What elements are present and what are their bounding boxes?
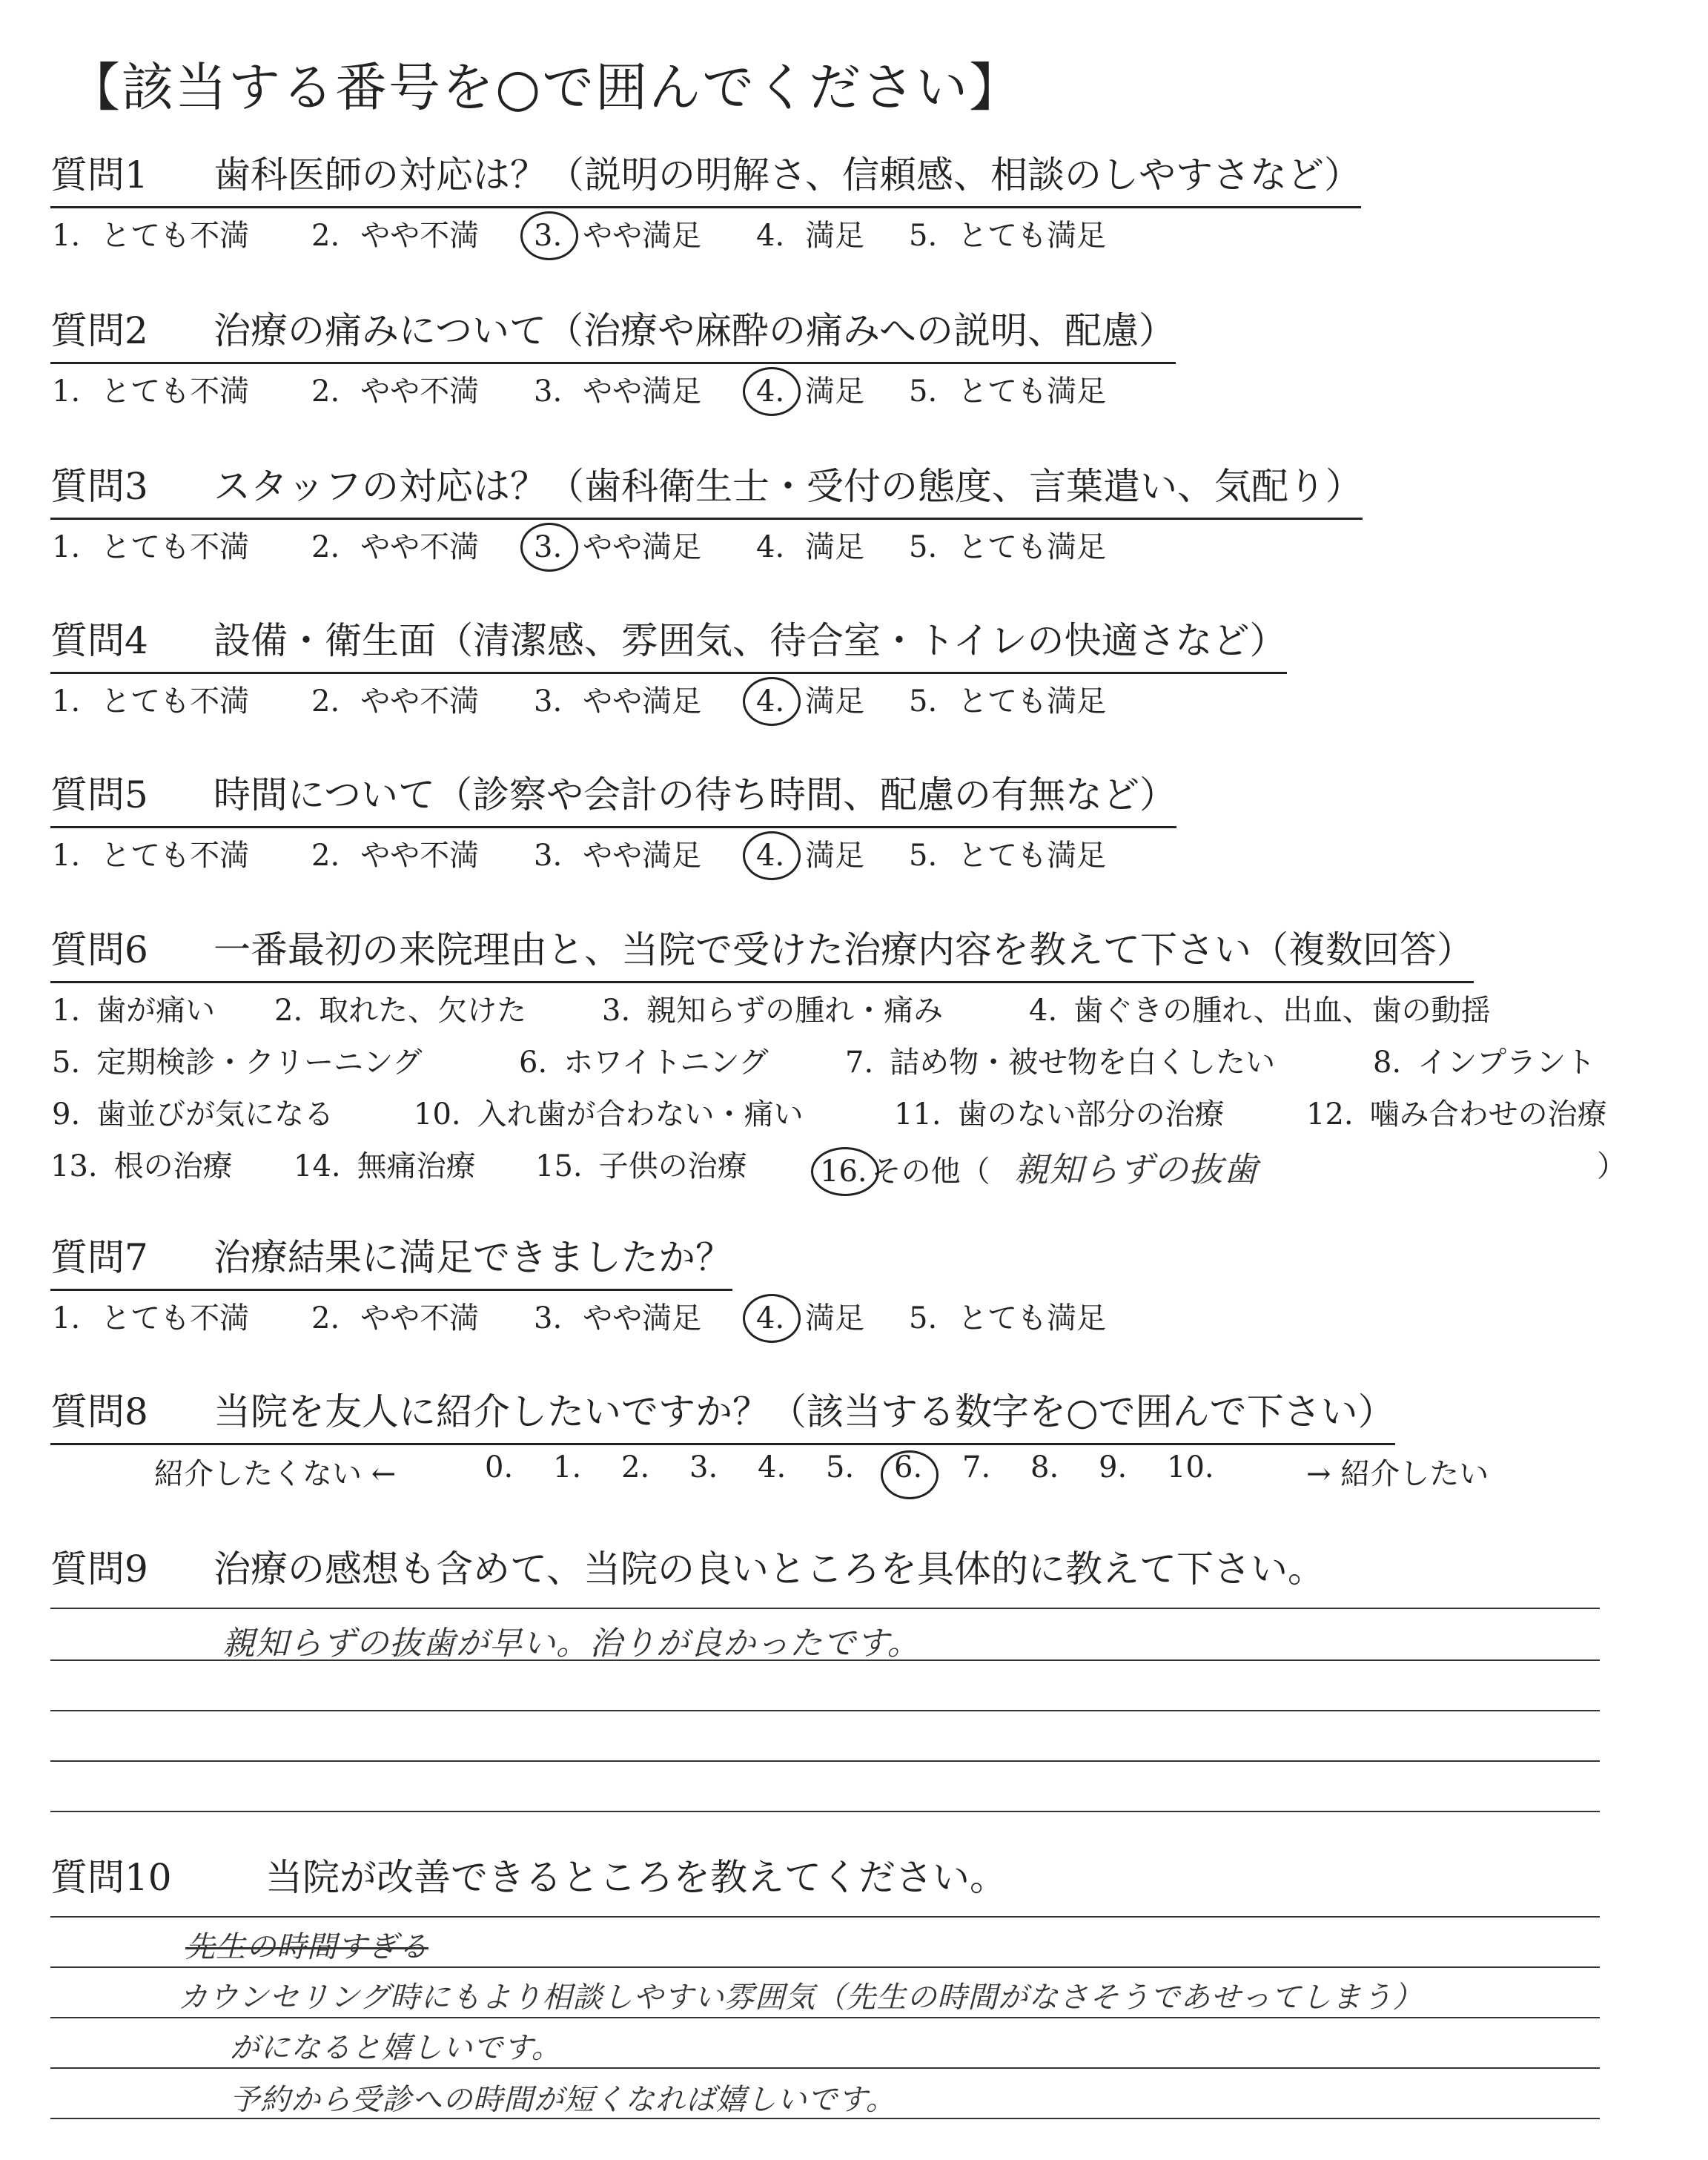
q6-item-5[interactable]: 5. 定期検診・クリーニング: [52, 1046, 423, 1080]
q6-item-10[interactable]: 10. 入れ歯が合わない・痛い: [414, 1097, 804, 1132]
selection-circle: [743, 367, 801, 416]
q4-option-5[interactable]: 5. とても満足: [909, 684, 1107, 719]
q10-answer-line-2: [50, 1966, 1600, 1968]
selection-circle: [520, 211, 578, 260]
q8-option-10[interactable]: 10.: [1167, 1450, 1214, 1484]
q3-option-1[interactable]: 1. とても不満: [52, 530, 250, 564]
q10-struck-text: 先生の時間すぎる: [185, 1930, 428, 1964]
q8-option-3[interactable]: 3.: [689, 1450, 718, 1484]
q8-option-9[interactable]: 9.: [1099, 1450, 1128, 1484]
question-1: [50, 148, 1361, 253]
q4-option-3[interactable]: 3. やや満足: [534, 684, 702, 719]
q3-option-5[interactable]: 5. とても満足: [909, 530, 1107, 564]
q6-item-2[interactable]: 2. 取れた、欠けた: [274, 994, 527, 1028]
selection-circle: [743, 831, 801, 880]
question-2: [50, 304, 1176, 409]
question-10-title: 質問10 当院が改善できるところを教えてください。: [50, 1856, 1007, 1899]
question-9: [50, 1542, 1325, 1596]
q8-option-5[interactable]: 5.: [826, 1450, 855, 1484]
q1-option-2[interactable]: 2. やや不満: [311, 219, 480, 253]
question-6-title: 質問6 一番最初の来院理由と、当院で受けた治療内容を教えて下さい（複数回答）: [50, 923, 1474, 983]
q4-option-2[interactable]: 2. やや不満: [311, 684, 480, 719]
question-5: [50, 768, 1176, 873]
q6-item-1[interactable]: 1. 歯が痛い: [52, 994, 216, 1028]
q6-item-8[interactable]: 8. インプラント: [1373, 1046, 1596, 1080]
q5-option-3[interactable]: 3. やや満足: [534, 839, 702, 873]
question-1-text: 歯科医師の対応は？（説明の明解さ、信頼感、相談のしやすさなど）: [214, 153, 1361, 196]
q6-item-7[interactable]: 7. 詰め物・被せ物を白くしたい: [845, 1046, 1276, 1080]
q4-option-4-selected[interactable]: 4. 満足: [756, 678, 864, 720]
q2-option-4-selected[interactable]: 4. 満足: [756, 368, 864, 410]
q8-right-label: → 紹介したい: [1306, 1457, 1489, 1491]
question-1-number: 質問1: [50, 153, 148, 196]
question-3: [50, 460, 1363, 564]
q5-option-1[interactable]: 1. とても不満: [52, 839, 250, 873]
q8-option-2[interactable]: 2.: [621, 1450, 650, 1484]
q1-option-1[interactable]: 1. とても不満: [52, 219, 250, 253]
q8-option-8[interactable]: 8.: [1030, 1450, 1059, 1484]
q10-handwritten-line-2[interactable]: がになると嬉しいです。: [230, 2031, 562, 2065]
question-4: [50, 614, 1287, 719]
q9-handwritten-answer[interactable]: 親知らずの抜歯が早い。治りが良かったです。: [222, 1625, 921, 1662]
q8-option-4[interactable]: 4.: [758, 1450, 787, 1484]
q9-answer-line-5: [50, 1811, 1600, 1812]
q10-handwritten-line-1[interactable]: カウンセリング時にもより相談しやすい雰囲気（先生の時間がなさそうであせってしまう）: [178, 1981, 1423, 2015]
q7-option-2[interactable]: 2. やや不満: [311, 1301, 480, 1335]
selection-circle: [811, 1147, 879, 1196]
q9-answer-line-4: [50, 1760, 1600, 1762]
q5-option-5[interactable]: 5. とても満足: [909, 839, 1107, 873]
q6-item-6[interactable]: 6. ホワイトニング: [519, 1046, 769, 1080]
q5-option-2[interactable]: 2. やや不満: [311, 839, 480, 873]
selection-circle: [520, 523, 578, 572]
q9-answer-line-1: [50, 1608, 1600, 1609]
q1-option-4[interactable]: 4. 満足: [756, 219, 865, 253]
q4-option-1[interactable]: 1. とても不満: [52, 684, 250, 719]
q6-item-3[interactable]: 3. 親知らずの腫れ・痛み: [602, 994, 944, 1028]
selection-circle: [743, 1294, 801, 1343]
q2-option-2[interactable]: 2. やや不満: [311, 374, 480, 409]
q1-option-3-selected[interactable]: 3. やや満足: [534, 212, 701, 254]
question-10: [50, 1851, 1007, 1904]
q9-answer-line-3: [50, 1710, 1600, 1711]
selection-circle: [743, 677, 801, 726]
q10-answer-line-4: [50, 2067, 1600, 2069]
q2-option-1[interactable]: 1. とても不満: [52, 374, 250, 409]
question-8-title: 質問8 当院を友人に紹介したいですか？（該当する数字を○で囲んで下さい）: [50, 1385, 1395, 1445]
q1-option-5[interactable]: 5. とても満足: [909, 219, 1107, 253]
q8-option-0[interactable]: 0.: [485, 1450, 514, 1484]
q10-answer-line-5: [50, 2118, 1600, 2119]
q10-handwritten-line-3[interactable]: 予約から受診への時間が短くなれば嬉しいです。: [230, 2083, 896, 2117]
q8-option-7[interactable]: 7.: [962, 1450, 991, 1484]
q2-option-3[interactable]: 3. やや満足: [534, 374, 702, 409]
q8-left-label: 紹介したくない ←: [154, 1457, 397, 1491]
q9-answer-line-2: [50, 1659, 1600, 1661]
q6-item-13[interactable]: 13. 根の治療: [50, 1149, 233, 1183]
q7-option-1[interactable]: 1. とても不満: [52, 1301, 250, 1335]
question-8: 質問8 当院を友人に紹介したいですか？（該当する数字を○で囲んで下さい） 紹介したくない ← 0. 1. 2. 3. 4. 5. 6. 7. 8. 9. 10. → 紹介したい: [50, 1385, 1395, 1445]
q6-item-12[interactable]: 12. 噛み合わせの治療: [1306, 1097, 1607, 1132]
q3-option-4[interactable]: 4. 満足: [756, 530, 865, 564]
q2-option-5[interactable]: 5. とても満足: [909, 374, 1107, 409]
q6-other-handwritten: 親知らずの抜歯: [1014, 1149, 1259, 1189]
q7-option-5[interactable]: 5. とても満足: [909, 1301, 1107, 1335]
q8-option-1[interactable]: 1.: [553, 1450, 582, 1484]
question-7: [50, 1231, 1107, 1335]
question-4-title: 質問4 設備・衛生面（清潔感、雰囲気、待合室・トイレの快適さなど）: [50, 614, 1287, 674]
question-3-title: 質問3 スタッフの対応は？（歯科衛生士・受付の態度、言葉遣い、気配り）: [50, 460, 1363, 520]
q6-item-4[interactable]: 4. 歯ぐきの腫れ、出血、歯の動揺: [1029, 994, 1491, 1028]
q10-answer-line-1: [50, 1916, 1600, 1918]
q10-answer-line-3: [50, 2017, 1600, 2018]
q7-option-3[interactable]: 3. やや満足: [534, 1301, 702, 1335]
question-7-title: 質問7 治療結果に満足できましたか？: [50, 1231, 732, 1291]
q3-option-3-selected[interactable]: 3. やや満足: [534, 524, 701, 566]
question-2-title: 質問2 治療の痛みについて（治療や麻酔の痛みへの説明、配慮）: [50, 304, 1176, 364]
q7-option-4-selected[interactable]: 4. 満足: [756, 1295, 864, 1337]
q6-other-close-paren: ）: [1597, 1149, 1626, 1183]
page-header: 【該当する番号を○で囲んでください】: [68, 57, 1023, 118]
question-1-title: [50, 148, 1361, 208]
q6-item-9[interactable]: 9. 歯並びが気になる: [52, 1097, 334, 1132]
question-5-title: 質問5 時間について（診察や会計の待ち時間、配慮の有無など）: [50, 768, 1176, 828]
q6-item-11[interactable]: 11. 歯のない部分の治療: [894, 1097, 1225, 1132]
q3-option-2[interactable]: 2. やや不満: [311, 530, 480, 564]
q5-option-4-selected[interactable]: 4. 満足: [756, 832, 864, 874]
question-6: [50, 923, 1626, 1189]
q6-item-14[interactable]: 14. 無痛治療: [294, 1149, 476, 1183]
question-9-title: 質問9 治療の感想も含めて、当院の良いところを具体的に教えて下さい。: [50, 1548, 1325, 1591]
q6-item-15[interactable]: 15. 子供の治療: [535, 1149, 747, 1183]
q6-item-16-selected[interactable]: 16. その他（ 親知らずの抜歯: [820, 1143, 1258, 1192]
